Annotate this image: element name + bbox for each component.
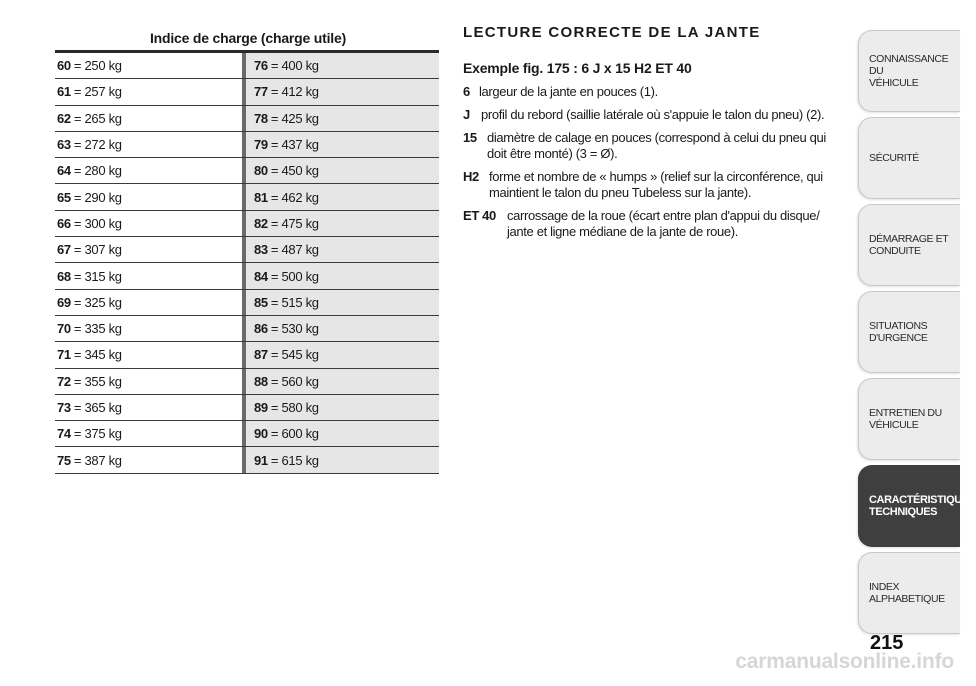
- load-index: 80: [254, 163, 268, 179]
- chapter-tab-6[interactable]: [858, 465, 976, 547]
- load-index: 67: [57, 242, 71, 258]
- load-cell-left: [55, 316, 242, 341]
- table-row: [55, 211, 439, 237]
- load-index: 63: [57, 137, 71, 153]
- definition-text: largeur de la jante en pouces (1).: [479, 84, 658, 99]
- table-row: [55, 237, 439, 263]
- load-index: 64: [57, 163, 71, 179]
- load-index: 62: [57, 110, 71, 126]
- chapter-tab-label: CARACTÉRISTIQUES TECHNIQUES: [869, 494, 976, 518]
- load-index: 75: [57, 452, 71, 468]
- load-value: = 290 kg: [73, 189, 122, 205]
- load-cell-right: [242, 53, 439, 78]
- definition-key: J: [463, 107, 470, 122]
- load-cell-left: [55, 158, 242, 183]
- load-value: = 265 kg: [73, 110, 122, 126]
- load-value: = 365 kg: [73, 400, 122, 415]
- load-cell-left: [55, 263, 242, 288]
- load-index: 79: [254, 137, 268, 153]
- load-index: 82: [254, 215, 268, 231]
- load-index: 78: [254, 110, 268, 126]
- load-cell-left: [55, 342, 242, 367]
- load-value: = 515 kg: [270, 294, 319, 310]
- load-cell-left: [55, 79, 242, 104]
- table-row: [55, 421, 439, 447]
- table-row: [55, 447, 439, 473]
- load-index: 86: [254, 321, 268, 337]
- load-index: 65: [57, 189, 71, 205]
- load-cell-right: [242, 106, 439, 131]
- load-cell-right: [242, 316, 439, 341]
- load-value: = 315 kg: [73, 268, 122, 284]
- load-cell-left: [55, 369, 242, 394]
- load-index: 87: [254, 347, 268, 363]
- load-value: = 487 kg: [270, 242, 319, 258]
- load-value: = 335 kg: [73, 321, 122, 337]
- table-row: [55, 79, 439, 105]
- definition-text: profil du rebord (saillie latérale où s'appuie le talon du pneu) (2).: [481, 107, 825, 122]
- load-value: = 545 kg: [270, 347, 319, 363]
- definition-text: carrossage de la roue (écart entre plan d'appui du disque/ jante et ligne médiane de la jante de roue).: [507, 208, 820, 239]
- load-value: = 355 kg: [73, 373, 122, 389]
- chapter-tab-2[interactable]: [858, 117, 960, 199]
- load-value: = 412 kg: [270, 84, 319, 100]
- load-cell-left: [55, 184, 242, 209]
- table-row: [55, 184, 439, 210]
- table-row: [55, 316, 439, 342]
- load-value: = 530 kg: [270, 321, 319, 337]
- load-index: 66: [57, 215, 71, 231]
- load-value: = 475 kg: [270, 215, 319, 231]
- definition-key: H2: [463, 169, 479, 184]
- load-cell-right: [242, 184, 439, 209]
- load-index: 61: [57, 84, 71, 100]
- load-value: = 250 kg: [73, 58, 122, 74]
- load-value: = 375 kg: [73, 426, 122, 442]
- load-index: 74: [57, 426, 71, 442]
- load-value: = 462 kg: [270, 189, 319, 205]
- chapter-tab-label: CONNAISSANCE DU VÉHICULE: [869, 53, 949, 89]
- load-value: = 300 kg: [73, 215, 122, 231]
- load-index: 60: [57, 58, 71, 74]
- load-value: = 257 kg: [73, 84, 122, 100]
- load-cell-right: [242, 342, 439, 367]
- load-cell-left: [55, 237, 242, 262]
- chapter-tab-label: INDEX ALPHABETIQUE: [869, 581, 945, 605]
- load-value: = 325 kg: [73, 294, 122, 310]
- load-value: = 272 kg: [73, 137, 122, 153]
- load-index: 84: [254, 268, 268, 284]
- chapter-tab-3[interactable]: [858, 204, 960, 286]
- load-cell-right: [242, 79, 439, 104]
- table-row: [55, 369, 439, 395]
- load-index: 85: [254, 294, 268, 310]
- load-index-table: [55, 50, 439, 474]
- definition-item: [463, 84, 843, 100]
- definition-key: 15: [463, 130, 477, 145]
- load-cell-left: [55, 395, 242, 420]
- load-index: 83: [254, 242, 268, 258]
- load-value: = 580 kg: [270, 400, 319, 415]
- table-row: [55, 53, 439, 79]
- load-index: 73: [57, 400, 71, 415]
- chapter-tab-4[interactable]: [858, 291, 960, 373]
- load-value: = 400 kg: [270, 58, 319, 74]
- load-value: = 615 kg: [270, 452, 319, 468]
- definition-item: [463, 169, 843, 201]
- definition-item: [463, 208, 843, 240]
- load-index: 69: [57, 294, 71, 310]
- load-index: 90: [254, 426, 268, 442]
- load-value: = 425 kg: [270, 110, 319, 126]
- table-row: [55, 158, 439, 184]
- load-cell-left: [55, 421, 242, 446]
- chapter-tab-label: SÉCURITÉ: [869, 152, 919, 164]
- load-value: = 280 kg: [73, 163, 122, 179]
- load-cell-left: [55, 447, 242, 472]
- table-row: [55, 106, 439, 132]
- example-heading: Exemple fig. 175 : 6 J x 15 H2 ET 40: [463, 60, 692, 76]
- load-cell-right: [242, 158, 439, 183]
- load-cell-right: [242, 447, 439, 472]
- load-value: = 345 kg: [73, 347, 122, 363]
- load-value: = 500 kg: [270, 268, 319, 284]
- load-cell-right: [242, 369, 439, 394]
- table-row: [55, 342, 439, 368]
- load-value: = 450 kg: [270, 163, 319, 179]
- load-cell-left: [55, 211, 242, 236]
- definition-key: 6: [463, 84, 470, 99]
- load-cell-left: [55, 290, 242, 315]
- chapter-tab-7[interactable]: [858, 552, 960, 634]
- load-index: 89: [254, 400, 268, 415]
- load-cell-right: [242, 211, 439, 236]
- load-cell-right: [242, 237, 439, 262]
- load-value: = 600 kg: [270, 426, 319, 442]
- load-index: 77: [254, 84, 268, 100]
- definition-item: [463, 107, 843, 123]
- load-cell-right: [242, 132, 439, 157]
- table-title: Indice de charge (charge utile): [149, 30, 347, 46]
- load-index: 76: [254, 58, 268, 74]
- load-cell-left: [55, 132, 242, 157]
- load-value: = 437 kg: [270, 137, 319, 153]
- load-index: 91: [254, 452, 268, 468]
- load-cell-left: [55, 106, 242, 131]
- page-number: 215: [870, 632, 904, 654]
- definition-key: ET 40: [463, 208, 496, 223]
- definition-item: [463, 130, 843, 162]
- chapter-tab-5[interactable]: [858, 378, 960, 460]
- load-cell-right: [242, 395, 439, 420]
- load-index: 68: [57, 268, 71, 284]
- load-value: = 560 kg: [270, 373, 319, 389]
- chapter-tab-label: DÉMARRAGE ET CONDUITE: [869, 233, 949, 257]
- section-title: LECTURE CORRECTE DE LA JANTE: [463, 24, 761, 41]
- load-index: 72: [57, 373, 71, 389]
- load-index: 81: [254, 189, 268, 205]
- table-row: [55, 263, 439, 289]
- load-index: 71: [57, 347, 71, 363]
- load-index: 70: [57, 321, 71, 337]
- load-value: = 387 kg: [73, 452, 122, 468]
- table-row: [55, 290, 439, 316]
- definition-text: forme et nombre de « humps » (relief sur la circonférence, qui maintient le talon du pneu Tubeless sur la jante).: [489, 169, 823, 200]
- chapter-tab-label: SITUATIONS D'URGENCE: [869, 320, 928, 344]
- table-row: [55, 395, 439, 421]
- load-cell-right: [242, 263, 439, 288]
- chapter-tab-1[interactable]: [858, 30, 960, 112]
- table-row: [55, 132, 439, 158]
- chapter-tab-label: ENTRETIEN DU VÉHICULE: [869, 407, 942, 431]
- load-cell-right: [242, 290, 439, 315]
- watermark: carmanualsonline.info: [735, 650, 954, 673]
- load-cell-right: [242, 421, 439, 446]
- load-value: = 307 kg: [73, 242, 122, 258]
- definition-text: diamètre de calage en pouces (correspond à celui du pneu qui doit être monté) (3 = Ø).: [487, 130, 826, 161]
- load-index: 88: [254, 373, 268, 389]
- definition-list: [463, 84, 843, 247]
- load-cell-left: [55, 53, 242, 78]
